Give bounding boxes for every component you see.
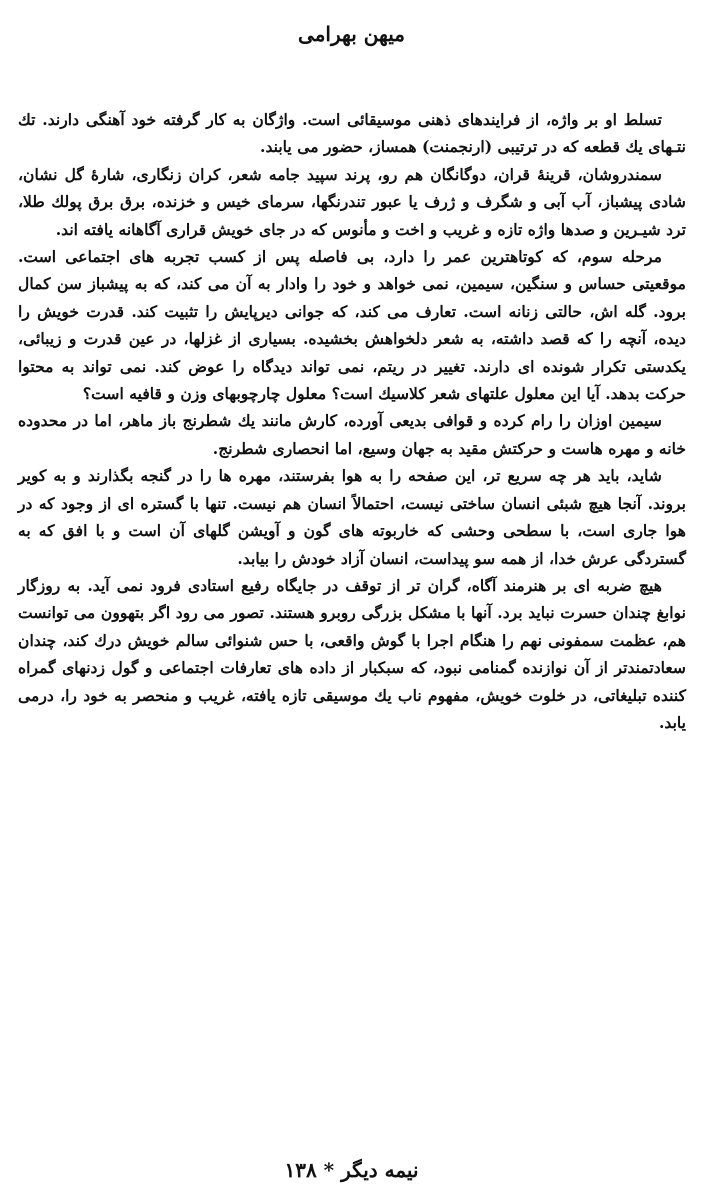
running-title: میهن بهرامی — [298, 22, 405, 46]
footer-separator: * — [323, 1158, 335, 1182]
paragraph: شاید، باید هر چه سریع تر، این صفحه را به هوا بفرستند، مهره ها را در گنجه بگذارند و به كویر بروند. آنجا هیچ شبئی انسان ساختی نیست، احتمالاً انسان هم نیست. تنها با گستره ای از وجود كه در هوا جاری است، با سطحی وحشی كه خاربوته های گون و آویشن گلهای آن است و با افق كه به گستردگی عرش خدا، از همه سو پیداست، انسان آزاد خودش را بیابد. — [18, 466, 686, 568]
page-number: ۱۳۸ — [284, 1158, 317, 1182]
footer-book-title: نیمه دیگر — [341, 1158, 419, 1182]
paragraph: مرحله سوم، كه كوتاهترین عمر را دارد، بی فاصله پس از كسب تجربه های اجتماعی است. موقعیتی حساس و سنگین، سیمین، نمی خواهد و خود را وادار به آن می كند، كه به پیشباز سن كمال برود. گله اش، حالتی زنانه است. تعارف می كند، كه جوانی دیرپایش را تثبیت كند. قدرت خویش را دیده، آنچه را كه قصد داشته، به شعر دلخواهش بخشیده. بسیاری از غزلها، در عین قدرت و زیبائی، یكدستی تكرار شونده ای دارند. تغییر در ریتم، نمی تواند دیدگاه را عوض كند. نمی تواند به محتوا حركت بدهد. آیا این معلول علتهای شعر كلاسیك است؟ معلول چارچوبهای وزن و قافیه است؟ — [18, 247, 686, 404]
paragraph: هیچ ضربه ای بر هنرمند آگاه، گران تر از توقف در جایگاه رفیع استادی فرود نمی آید. به روزگار نوابغ چندان حسرت نباید برد. آنها با مشكل بزرگی روبرو هستند. تصور می رود اگر بتهوون می توانست هم، عظمت سمفونی نهم را هنگام اجرا با گوش واقعی، با حس شنوائی سالم خویش درك كند، چندان سعادتمندتر از آن نوازنده گمنامی نبود، كه سبكبار از داده های تعارفات اجتماعی و گول زدنهای گمراه كننده تبلیغاتی، در خلوت خویش، مفهوم ناب يك موسیقی تازه یافته، غریب و منحصر به خود را، درمی یابد. — [18, 575, 686, 732]
paragraph: تسلط او بر واژه، از فرایندهای ذهنی موسیقائی است. واژگان به کار گرفته خود آهنگی دارند. تك نتـهای يك قطعه كه در ترتیبی (ارنجمنت) همساز، حضور می یابند. — [18, 110, 686, 157]
paragraph: سمندروشان، قرينهٔ قران، دوگانگان هم رو، پرند سپید جامه شعر، كران زنگاری، شارهٔ گل نشان، شادی پیشباز، آب آبی و شگرف و ژرف یا عبور تندرنگها، سرمای خیس و خزنده، برق برق پولك طلا، ترد شیـرین و صدها واژه تازه و غريب و اخت و مأنوس كه در جای خویش قراری آگاهانه یافته اند. — [18, 164, 686, 239]
page-footer — [0, 1158, 703, 1182]
body-text — [18, 106, 686, 736]
paragraph: سیمین اوزان را رام كرده و قوافی بدیعی آورده، كارش مانند يك شطرنج باز ماهر، اما در محدوده خانه و مهره هاست و حركتش مقید به جهان وسیع، اما انحصاری شطرنج. — [18, 411, 686, 458]
running-head — [0, 22, 703, 46]
